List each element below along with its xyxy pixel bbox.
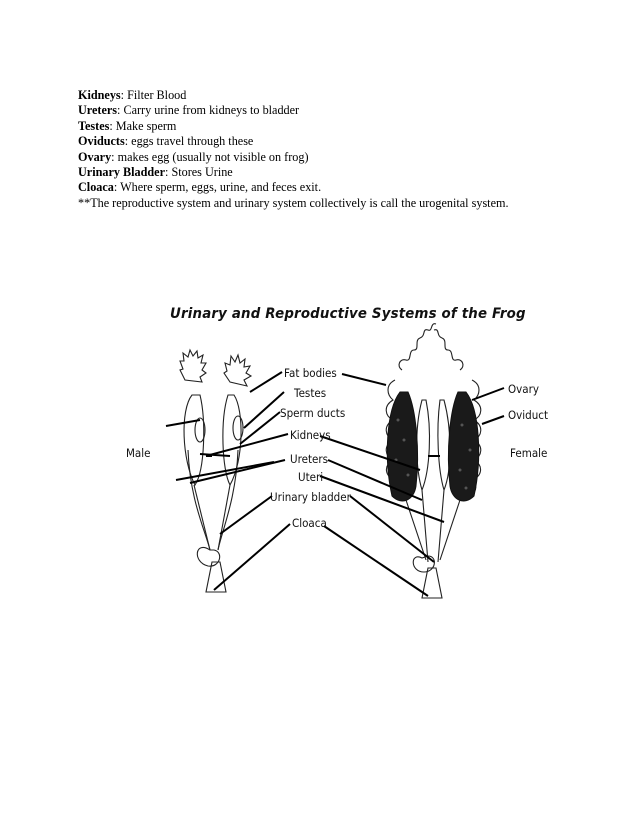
frog-urogenital-diagram: [110, 300, 580, 600]
definition-oviducts: [78, 134, 578, 149]
definition-urinary-bladder: [78, 165, 578, 180]
female-oviduct-top-right: [434, 330, 463, 370]
term: Testes: [78, 118, 110, 133]
definition-ovary: [78, 150, 578, 165]
figure-title: Urinary and Reproductive Systems of the Frog: [170, 306, 526, 322]
label-oviduct: Oviduct: [508, 408, 549, 422]
female-kidney-left: [417, 400, 430, 490]
term-text: : Filter Blood: [120, 88, 187, 102]
term: Ureters: [78, 103, 118, 118]
label-male: Male: [126, 446, 151, 460]
label-fat-bodies: Fat bodies: [284, 366, 337, 380]
definition-ureters: [78, 103, 578, 118]
female-ovary-right: [448, 392, 478, 501]
label-ovary: Ovary: [508, 382, 540, 396]
label-cloaca: Cloaca: [292, 516, 327, 530]
term: Ovary: [78, 149, 112, 164]
label-female: Female: [510, 446, 548, 460]
leader-cloaca-female: [324, 526, 428, 596]
leader-male-kidney-pointer: [200, 454, 230, 456]
leader-cloaca-male: [214, 524, 290, 590]
term-text: : Make sperm: [109, 118, 177, 133]
term: Cloaca: [78, 180, 114, 195]
definitions-list: [78, 88, 578, 211]
term-text: : eggs travel through these: [124, 134, 254, 149]
definition-cloaca: [78, 180, 578, 195]
definition-kidneys: [78, 88, 578, 103]
female-ovaries: [387, 392, 478, 501]
female-ovary-left: [387, 392, 417, 501]
male-bladder: [197, 547, 219, 566]
term-text: : Carry urine from kidneys to bladder: [117, 103, 300, 118]
term-text: : Where sperm, eggs, urine, and feces exit.: [113, 180, 322, 195]
leader-testes: [244, 392, 284, 428]
term: Kidneys: [78, 88, 121, 102]
male-kidney-left: [184, 395, 204, 485]
label-kidneys: Kidneys: [290, 428, 331, 442]
male-fat-body-left: [180, 350, 206, 382]
label-testes: Testes: [294, 386, 327, 400]
term: Oviducts: [78, 134, 125, 149]
female-bladder: [413, 556, 434, 572]
label-sperm-ducts: Sperm ducts: [280, 406, 346, 420]
leader-oviduct: [482, 416, 504, 424]
label-ureters: Ureters: [290, 452, 329, 466]
definition-testes: [78, 119, 578, 134]
label-uteri: Uteri: [298, 470, 324, 484]
leader-ovary: [472, 388, 504, 400]
label-urinary-bladder: Urinary bladder: [270, 490, 351, 504]
term-text: : makes egg (usually not visible on frog): [111, 149, 309, 164]
leader-fat-bodies-male: [250, 372, 282, 392]
urogenital-note: **The reproductive system and urinary system collectively is call the urogenital system.: [78, 195, 509, 210]
leader-fat-bodies-female: [342, 374, 386, 385]
female-oviduct-top-left: [399, 324, 436, 370]
male-ureter-right: [218, 485, 230, 550]
term-text: : Stores Urine: [165, 165, 233, 180]
male-fat-body-right: [224, 355, 251, 386]
term: Urinary Bladder: [78, 165, 166, 180]
leader-sperm-ducts: [240, 412, 280, 444]
